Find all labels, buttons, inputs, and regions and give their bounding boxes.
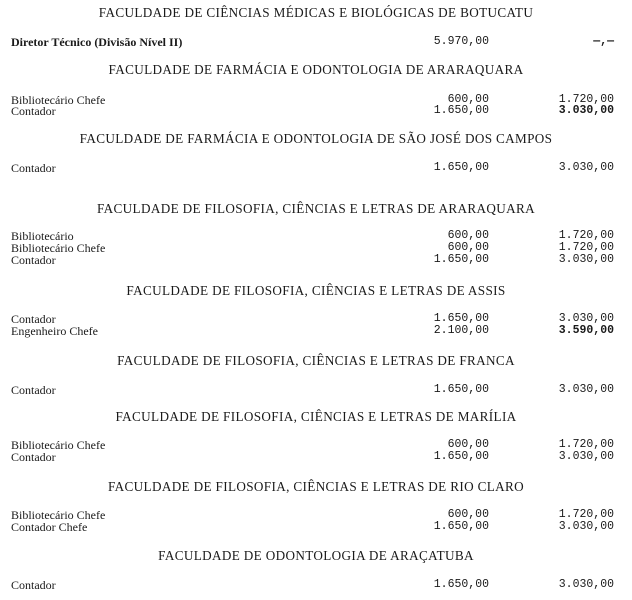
- value-1: 1.650,00: [433, 312, 489, 325]
- table-row: [0, 105, 632, 117]
- value-1: 600,00: [447, 93, 489, 106]
- value-1: 1.650,00: [433, 104, 489, 117]
- value-2: 3.590,00: [558, 324, 614, 337]
- section-heading: FACULDADE DE FILOSOFIA, CIÊNCIAS E LETRAS DE ASSIS: [126, 283, 506, 298]
- value-2: 3.030,00: [558, 104, 614, 117]
- value-1: 1.650,00: [433, 520, 489, 533]
- value-1: 600,00: [447, 508, 489, 521]
- value-2: —,—: [593, 35, 614, 48]
- role-label: Bibliotecário Chefe: [11, 508, 106, 522]
- table-row: [0, 509, 632, 521]
- role-label: Contador: [11, 450, 56, 464]
- value-1: 1.650,00: [433, 450, 489, 463]
- value-1: 600,00: [447, 438, 489, 451]
- section-heading: FACULDADE DE FILOSOFIA, CIÊNCIAS E LETRAS DE ARARAQUARA: [96, 201, 536, 216]
- section-heading: FACULDADE DE ODONTOLOGIA DE ARAÇATUBA: [158, 548, 474, 563]
- table-row: [0, 242, 632, 254]
- value-2: 1.720,00: [558, 241, 614, 254]
- role-label: Bibliotecário Chefe: [11, 241, 106, 255]
- value-2: 3.030,00: [558, 520, 614, 533]
- role-label: Engenheiro Chefe: [11, 324, 98, 338]
- section-heading: FACULDADE DE FILOSOFIA, CIÊNCIAS E LETRAS DE MARÍLIA: [115, 409, 517, 424]
- value-2: 3.030,00: [558, 161, 614, 174]
- value-1: 5.970,00: [433, 35, 489, 48]
- section-heading: FACULDADE DE FILOSOFIA, CIÊNCIAS E LETRAS DE RIO CLARO: [107, 479, 525, 494]
- table-row: [0, 162, 632, 174]
- value-1: 1.650,00: [433, 383, 489, 396]
- value-2: 1.720,00: [558, 438, 614, 451]
- value-2: 3.030,00: [558, 312, 614, 325]
- role-label: Contador: [11, 161, 56, 175]
- section-heading: FACULDADE DE FILOSOFIA, CIÊNCIAS E LETRAS DE FRANCA: [117, 353, 515, 368]
- value-1: 1.650,00: [433, 253, 489, 266]
- value-2: 3.030,00: [558, 450, 614, 463]
- table-row: [0, 36, 632, 48]
- role-label: Diretor Técnico (Divisão Nível II): [11, 35, 183, 49]
- role-label: Contador Chefe: [11, 520, 88, 534]
- value-2: 3.030,00: [558, 578, 614, 591]
- role-label: Bibliotecário: [11, 229, 74, 243]
- value-2: 1.720,00: [558, 508, 614, 521]
- role-label: Contador: [11, 253, 56, 267]
- value-1: 1.650,00: [433, 578, 489, 591]
- role-label: Contador: [11, 104, 56, 118]
- table-row: [0, 254, 632, 266]
- role-label: Contador: [11, 383, 56, 397]
- section-heading: FACULDADE DE FARMÁCIA E ODONTOLOGIA DE SÃO JOSÉ DOS CAMPOS: [79, 131, 553, 146]
- value-2: 3.030,00: [558, 253, 614, 266]
- value-1: 600,00: [447, 241, 489, 254]
- table-row: [0, 439, 632, 451]
- role-label: Contador: [11, 578, 56, 592]
- section-heading: FACULDADE DE CIÊNCIAS MÉDICAS E BIOLÓGICAS DE BOTUCATU: [98, 5, 534, 20]
- role-label: Bibliotecário Chefe: [11, 93, 106, 107]
- table-row: [0, 521, 632, 533]
- table-row: [0, 579, 632, 591]
- section-heading: FACULDADE DE FARMÁCIA E ODONTOLOGIA DE ARARAQUARA: [108, 62, 524, 77]
- value-2: 1.720,00: [558, 93, 614, 106]
- value-1: 600,00: [447, 229, 489, 242]
- table-row: [0, 451, 632, 463]
- value-2: 1.720,00: [558, 229, 614, 242]
- value-1: 1.650,00: [433, 161, 489, 174]
- table-row: [0, 325, 632, 337]
- value-1: 2.100,00: [433, 324, 489, 337]
- role-label: Bibliotecário Chefe: [11, 438, 106, 452]
- role-label: Contador: [11, 312, 56, 326]
- table-row: [0, 384, 632, 396]
- value-2: 3.030,00: [558, 383, 614, 396]
